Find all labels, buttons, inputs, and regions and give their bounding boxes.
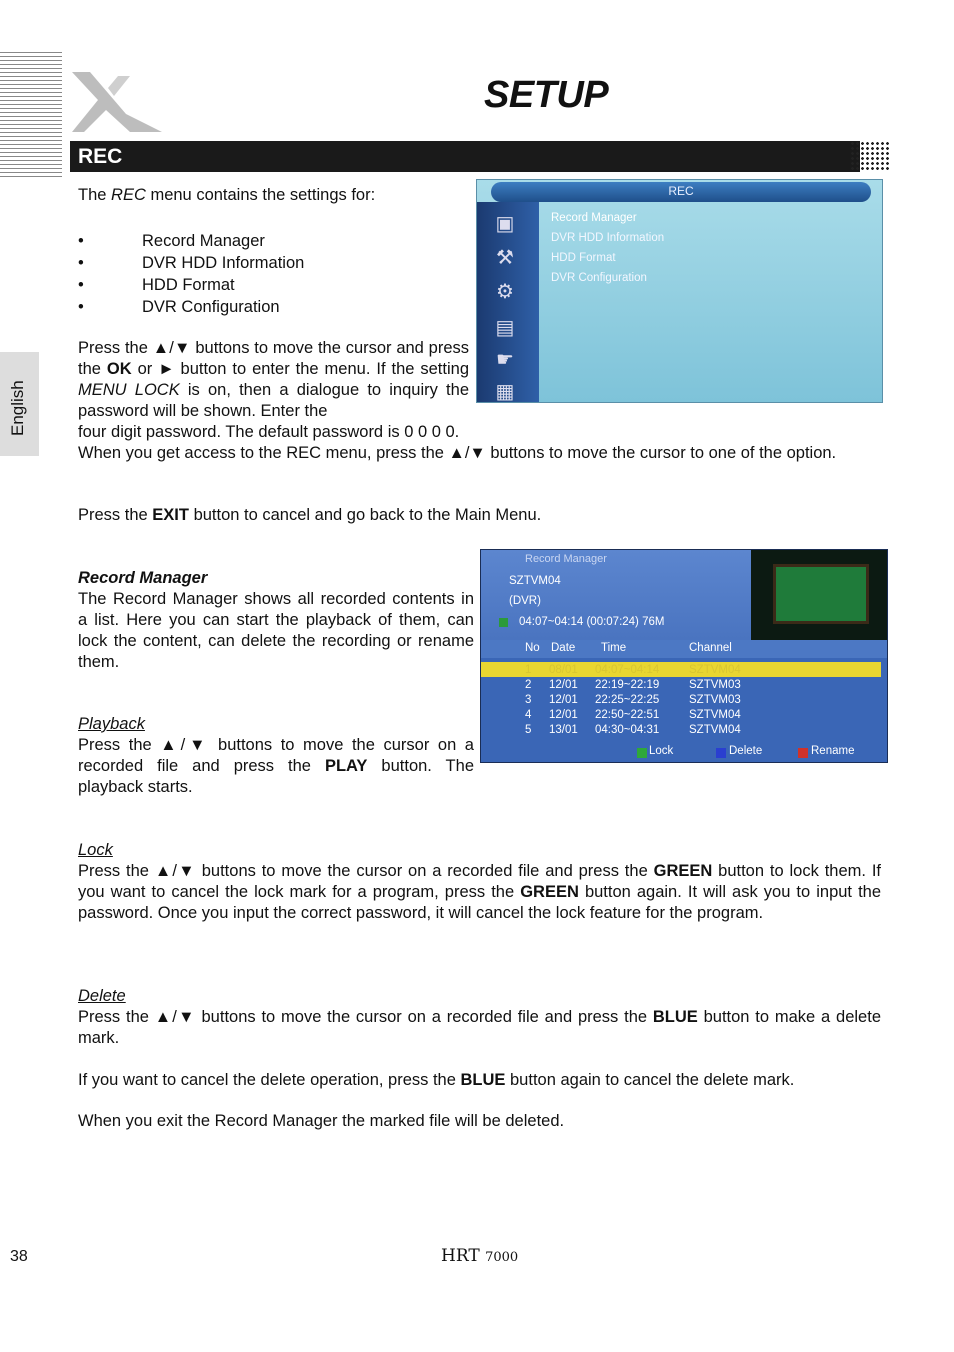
screen-info-panel bbox=[481, 550, 751, 640]
halftone-decoration bbox=[850, 141, 890, 172]
access-paragraph: When you get access to the REC menu, press the ▲/▼ buttons to move the cursor to one of the option. bbox=[78, 444, 837, 462]
snooker-table-image bbox=[773, 564, 869, 624]
exit-delete-paragraph: When you exit the Record Manager the marked file will be deleted. bbox=[78, 1112, 565, 1130]
list-item: • DVR HDD Information bbox=[78, 252, 304, 274]
navigation-paragraph: Press the ▲/▼ buttons to move the cursor and press the OK or ► button to enter the menu. If the setting MENU LOCK is on, then a dialogue to inquiry the password will be shown. Enter the bbox=[78, 339, 469, 420]
screen-title: Record Manager bbox=[525, 553, 607, 565]
list-item: • HDD Format bbox=[78, 274, 304, 296]
delete-paragraph: Press the ▲/▼ buttons to move the cursor on a recorded file and press the BLUE button to make a delete mark. bbox=[78, 1008, 881, 1047]
picture-icon: ▣ bbox=[495, 213, 515, 235]
screen-table-header bbox=[481, 640, 888, 658]
table-row: 1 08/01 04:07~04:14 SZTVM04 bbox=[481, 662, 881, 677]
record-icon bbox=[499, 618, 508, 627]
gear-icon: ⚙ bbox=[496, 281, 514, 303]
clapper-icon: ▦ bbox=[495, 381, 515, 403]
screen-menu-item: HDD Format bbox=[551, 252, 616, 264]
column-header: Date bbox=[551, 642, 576, 654]
cancel-delete-paragraph: If you want to cancel the delete operation, press the BLUE button again to cancel the delete mark. bbox=[78, 1071, 795, 1089]
screen-title-bar bbox=[491, 182, 871, 202]
section-heading-bar bbox=[70, 141, 860, 172]
lock-heading: Lock bbox=[78, 841, 113, 859]
list-item: • DVR Configuration bbox=[78, 296, 304, 318]
list-item: • Record Manager bbox=[78, 230, 304, 252]
brand-logo bbox=[70, 70, 166, 141]
table-row: 3 12/01 22:25~22:25 SZTVM03 bbox=[525, 694, 741, 706]
book-icon: ▤ bbox=[495, 317, 515, 339]
lock-icon bbox=[637, 748, 647, 758]
page-title: SETUP bbox=[484, 74, 609, 116]
column-header: No bbox=[525, 642, 540, 654]
blue-key-icon bbox=[716, 748, 726, 758]
model-name: HRT 7000 bbox=[441, 1246, 519, 1266]
table-row: 2 12/01 22:19~22:19 SZTVM03 bbox=[525, 679, 741, 691]
tools-icon: ⚒ bbox=[496, 247, 514, 269]
screen-footer bbox=[481, 742, 888, 763]
language-tab-label: English bbox=[8, 380, 27, 436]
table-row: 4 12/01 22:50~22:51 SZTVM04 bbox=[525, 709, 741, 721]
video-preview bbox=[751, 550, 888, 640]
screen-menu-item: Record Manager bbox=[551, 212, 637, 224]
delete-heading: Delete bbox=[78, 987, 126, 1005]
screen-channel: SZTVM04 bbox=[509, 575, 561, 587]
record-manager-screenshot bbox=[480, 549, 888, 763]
screen-menu-list bbox=[551, 208, 664, 288]
screen-source: (DVR) bbox=[509, 595, 541, 607]
lock-paragraph: Press the ▲/▼ buttons to move the cursor on a recorded file and press the GREEN button to lock them. If you want to cancel the lock mark for a program, press the GREEN button again. It will ask you to input the password. Once you input the correct password, it will cancel the lock feature for the program. bbox=[78, 862, 882, 922]
footer-lock-label: Lock bbox=[649, 745, 674, 757]
password-line: four digit password. The default password is 0 0 0 0. bbox=[78, 423, 460, 441]
playback-heading: Playback bbox=[78, 715, 145, 733]
column-header: Channel bbox=[689, 642, 732, 654]
language-tab bbox=[0, 352, 39, 456]
exit-paragraph: Press the EXIT button to cancel and go back to the Main Menu. bbox=[78, 506, 542, 524]
rec-menu-screenshot bbox=[476, 179, 883, 403]
rec-settings-list bbox=[78, 230, 304, 318]
hand-icon: ☛ bbox=[496, 349, 514, 371]
screen-menu-item: DVR Configuration bbox=[551, 272, 647, 284]
decorative-stripes bbox=[0, 52, 62, 178]
record-manager-body: The Record Manager shows all recorded contents in a list. Here you can start the playback of them, can lock the content, can delete the recording or rename them. bbox=[78, 590, 474, 671]
intro-line: The REC menu contains the settings for: bbox=[78, 186, 376, 204]
column-header: Time bbox=[601, 642, 627, 654]
record-manager-heading: Record Manager bbox=[78, 569, 208, 587]
screen-title: REC bbox=[668, 184, 694, 198]
playback-paragraph: Press the ▲/▼ buttons to move the cursor on a recorded file and press the PLAY button. The playback starts. bbox=[78, 736, 474, 796]
page-number: 38 bbox=[10, 1248, 28, 1265]
section-title: REC bbox=[78, 145, 123, 168]
footer-delete-label: Delete bbox=[729, 745, 763, 757]
screen-menu-item: DVR HDD Information bbox=[551, 232, 665, 244]
red-key-icon bbox=[798, 748, 808, 758]
screen-recording-info: 04:07~04:14 (00:07:24) 76M bbox=[519, 616, 665, 628]
footer-rename-label: Rename bbox=[811, 745, 855, 757]
screen-icon-column bbox=[477, 202, 539, 403]
table-row: 5 13/01 04:30~04:31 SZTVM04 bbox=[525, 724, 741, 736]
